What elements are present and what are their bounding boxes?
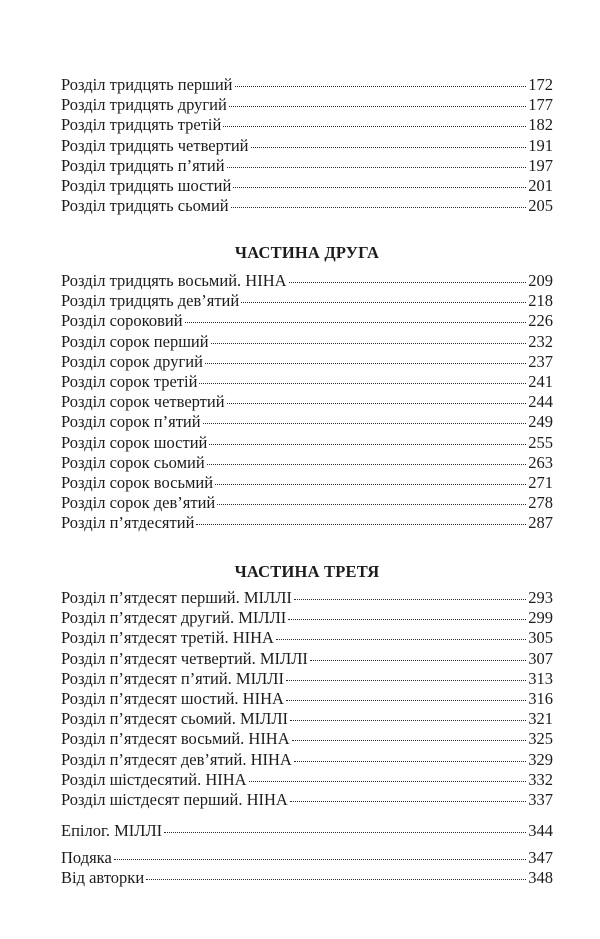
toc-entry[interactable] — [61, 372, 553, 392]
dot-leader — [114, 859, 526, 860]
dot-leader — [223, 126, 526, 127]
toc-entry-page: 249 — [528, 412, 553, 432]
toc-entry-title: Розділ тридцять дев’ятий — [61, 291, 240, 311]
toc-entry-page: 237 — [528, 351, 553, 371]
toc-entry-page: 332 — [528, 769, 553, 789]
toc-entry-title: Розділ п’ятдесятий — [61, 513, 195, 533]
toc-entry[interactable] — [61, 628, 553, 648]
toc-part-one-list — [61, 75, 553, 216]
dot-leader — [294, 599, 526, 600]
toc-entry-title: Розділ сорок п’ятий — [61, 412, 201, 432]
toc-entry-page: 218 — [528, 291, 553, 311]
toc-entry[interactable] — [61, 332, 553, 352]
toc-entry-title: Розділ сорок восьмий — [61, 472, 214, 492]
toc-entry-title: Розділ шістдесятий. НІНА — [61, 769, 247, 789]
toc-entry-page: 263 — [528, 452, 553, 472]
toc-entry-title: Розділ сорок сьомий — [61, 452, 205, 472]
toc-entry-title: Розділ п’ятдесят дев’ятий. НІНА — [61, 749, 292, 769]
toc-entry-title: Розділ тридцять четвертий — [61, 135, 249, 155]
toc-entry-title: Розділ п’ятдесят восьмий. НІНА — [61, 729, 290, 749]
toc-entry-title: Від авторки — [61, 868, 145, 888]
toc-entry-page: 325 — [528, 729, 553, 749]
toc-entry-title: Розділ п’ятдесят сьомий. МІЛЛІ — [61, 709, 289, 729]
toc-entry-title: Розділ п’ятдесят шостий. НІНА — [61, 688, 284, 708]
toc-entry[interactable] — [61, 669, 553, 689]
toc-epilogue — [61, 821, 553, 841]
toc-entry-title: Епілог. МІЛЛІ — [61, 821, 163, 840]
dot-leader — [292, 740, 527, 741]
toc-entry-title: Розділ тридцять восьмий. НІНА — [61, 271, 287, 290]
toc-entry-page: 244 — [528, 392, 553, 412]
dot-leader — [215, 484, 526, 485]
toc-entry-page: 197 — [528, 155, 553, 175]
toc-entry-page: 287 — [528, 513, 553, 533]
toc-entry-title: Розділ тридцять шостий — [61, 175, 232, 195]
dot-leader — [209, 444, 526, 445]
dot-leader — [164, 832, 526, 833]
toc-entry-title: Розділ тридцять перший — [61, 75, 233, 94]
toc-entry[interactable] — [61, 821, 553, 841]
toc-entry[interactable] — [61, 412, 553, 432]
toc-entry-page: 344 — [528, 821, 553, 840]
toc-entry-page: 337 — [528, 789, 553, 809]
dot-leader — [290, 801, 526, 802]
toc-entry-title: Розділ п’ятдесят другий. МІЛЛІ — [61, 608, 287, 628]
dot-leader — [310, 660, 526, 661]
toc-entry-title: Розділ п’ятдесят четвертий. МІЛЛІ — [61, 648, 308, 668]
dot-leader — [185, 322, 527, 323]
toc-entry-page: 329 — [528, 749, 553, 769]
toc-entry[interactable] — [61, 392, 553, 412]
toc-entry-title: Розділ шістдесят перший. НІНА — [61, 789, 288, 809]
toc-entry[interactable] — [61, 291, 553, 311]
dot-leader — [227, 167, 527, 168]
dot-leader — [211, 343, 527, 344]
toc-entry-page: 299 — [528, 608, 553, 628]
dot-leader — [217, 504, 526, 505]
toc-entry-page: 278 — [528, 493, 553, 513]
toc-entry-page: 201 — [528, 175, 553, 195]
toc-entry-title: Розділ сорок перший — [61, 331, 209, 351]
toc-entry-title: Розділ п’ятдесят перший. МІЛЛІ — [61, 588, 292, 607]
toc-entry[interactable] — [61, 176, 553, 196]
toc-entry-title: Розділ тридцять п’ятий — [61, 155, 225, 175]
dot-leader — [203, 423, 527, 424]
toc-backmatter-list — [61, 848, 553, 888]
toc-entry-title: Розділ сорок третій — [61, 371, 198, 391]
dot-leader — [294, 761, 526, 762]
dot-leader — [146, 879, 526, 880]
toc-entry[interactable] — [61, 588, 553, 608]
toc-entry-title: Розділ п’ятдесят п’ятий. МІЛЛІ — [61, 668, 284, 688]
toc-entry-page: 348 — [528, 868, 553, 888]
toc-entry-title: Розділ тридцять сьомий — [61, 196, 229, 216]
toc-entry[interactable] — [61, 136, 553, 156]
toc-entry[interactable] — [61, 311, 553, 331]
part-two-heading: ЧАСТИНА ДРУГА — [234, 243, 380, 262]
toc-entry-page: 321 — [528, 709, 553, 729]
toc-entry[interactable] — [61, 750, 553, 770]
toc-entry-page: 316 — [528, 688, 553, 708]
toc-part-three-list — [61, 588, 553, 810]
dot-leader — [290, 720, 526, 721]
dot-leader — [251, 147, 527, 148]
toc-entry-page: 226 — [528, 311, 553, 331]
toc-entry[interactable] — [61, 493, 553, 513]
toc-entry[interactable] — [61, 848, 553, 868]
toc-entry-page: 177 — [528, 95, 553, 115]
toc-entry[interactable] — [61, 352, 553, 372]
toc-entry-page: 209 — [528, 271, 553, 290]
toc-entry-title: Розділ тридцять третій — [61, 115, 222, 135]
toc-entry-page: 307 — [528, 648, 553, 668]
toc-entry[interactable] — [61, 729, 553, 749]
toc-entry-page: 191 — [528, 135, 553, 155]
toc-entry[interactable] — [61, 95, 553, 115]
toc-entry[interactable] — [61, 770, 553, 790]
toc-entry[interactable] — [61, 709, 553, 729]
dot-leader — [249, 781, 527, 782]
toc-entry[interactable] — [61, 433, 553, 453]
dot-leader — [231, 207, 527, 208]
toc-entry[interactable] — [61, 868, 553, 888]
toc-entry[interactable] — [61, 271, 553, 291]
toc-entry[interactable] — [61, 608, 553, 628]
toc-entry-title: Розділ сорок другий — [61, 351, 203, 371]
toc-entry[interactable] — [61, 513, 553, 533]
dot-leader — [205, 363, 526, 364]
toc-entry-page: 172 — [528, 75, 553, 94]
dot-leader — [227, 403, 527, 404]
toc-entry-title: Розділ тридцять другий — [61, 95, 227, 115]
toc-entry-title: Розділ п’ятдесят третій. НІНА — [61, 628, 274, 648]
dot-leader — [235, 86, 527, 87]
dot-leader — [288, 619, 526, 620]
toc-entry-title: Розділ сорок шостий — [61, 432, 208, 452]
toc-entry[interactable] — [61, 75, 553, 95]
dot-leader — [199, 383, 526, 384]
toc-entry-title: Розділ сорок дев’ятий — [61, 493, 216, 513]
toc-entry-page: 182 — [528, 115, 553, 135]
toc-entry-page: 205 — [528, 196, 553, 216]
toc-entry-page: 241 — [528, 371, 553, 391]
toc-entry[interactable] — [61, 790, 553, 810]
dot-leader — [241, 302, 526, 303]
dot-leader — [229, 106, 526, 107]
toc-entry-page: 271 — [528, 472, 553, 492]
toc-entry-page: 313 — [528, 668, 553, 688]
toc-entry[interactable] — [61, 473, 553, 493]
toc-entry-title: Розділ сорок четвертий — [61, 392, 225, 412]
dot-leader — [286, 680, 526, 681]
toc-entry[interactable] — [61, 453, 553, 473]
toc-entry[interactable] — [61, 649, 553, 669]
dot-leader — [286, 700, 526, 701]
toc-entry-page: 305 — [528, 628, 553, 648]
dot-leader — [233, 187, 526, 188]
dot-leader — [196, 524, 526, 525]
dot-leader — [207, 464, 527, 465]
dot-leader — [276, 639, 526, 640]
toc-entry-page: 347 — [528, 848, 553, 867]
dot-leader — [289, 282, 527, 283]
toc-entry-page: 255 — [528, 432, 553, 452]
toc-part-two-list — [61, 271, 553, 533]
part-three-heading: ЧАСТИНА ТРЕТЯ — [234, 562, 380, 581]
toc-entry-title: Розділ сороковий — [61, 311, 183, 331]
toc-entry[interactable] — [61, 156, 553, 176]
toc-entry[interactable] — [61, 196, 553, 216]
toc-entry[interactable] — [61, 115, 553, 135]
toc-entry-title: Подяка — [61, 848, 112, 867]
toc-entry-page: 232 — [528, 331, 553, 351]
toc-entry[interactable] — [61, 689, 553, 709]
toc-entry-page: 293 — [528, 588, 553, 607]
